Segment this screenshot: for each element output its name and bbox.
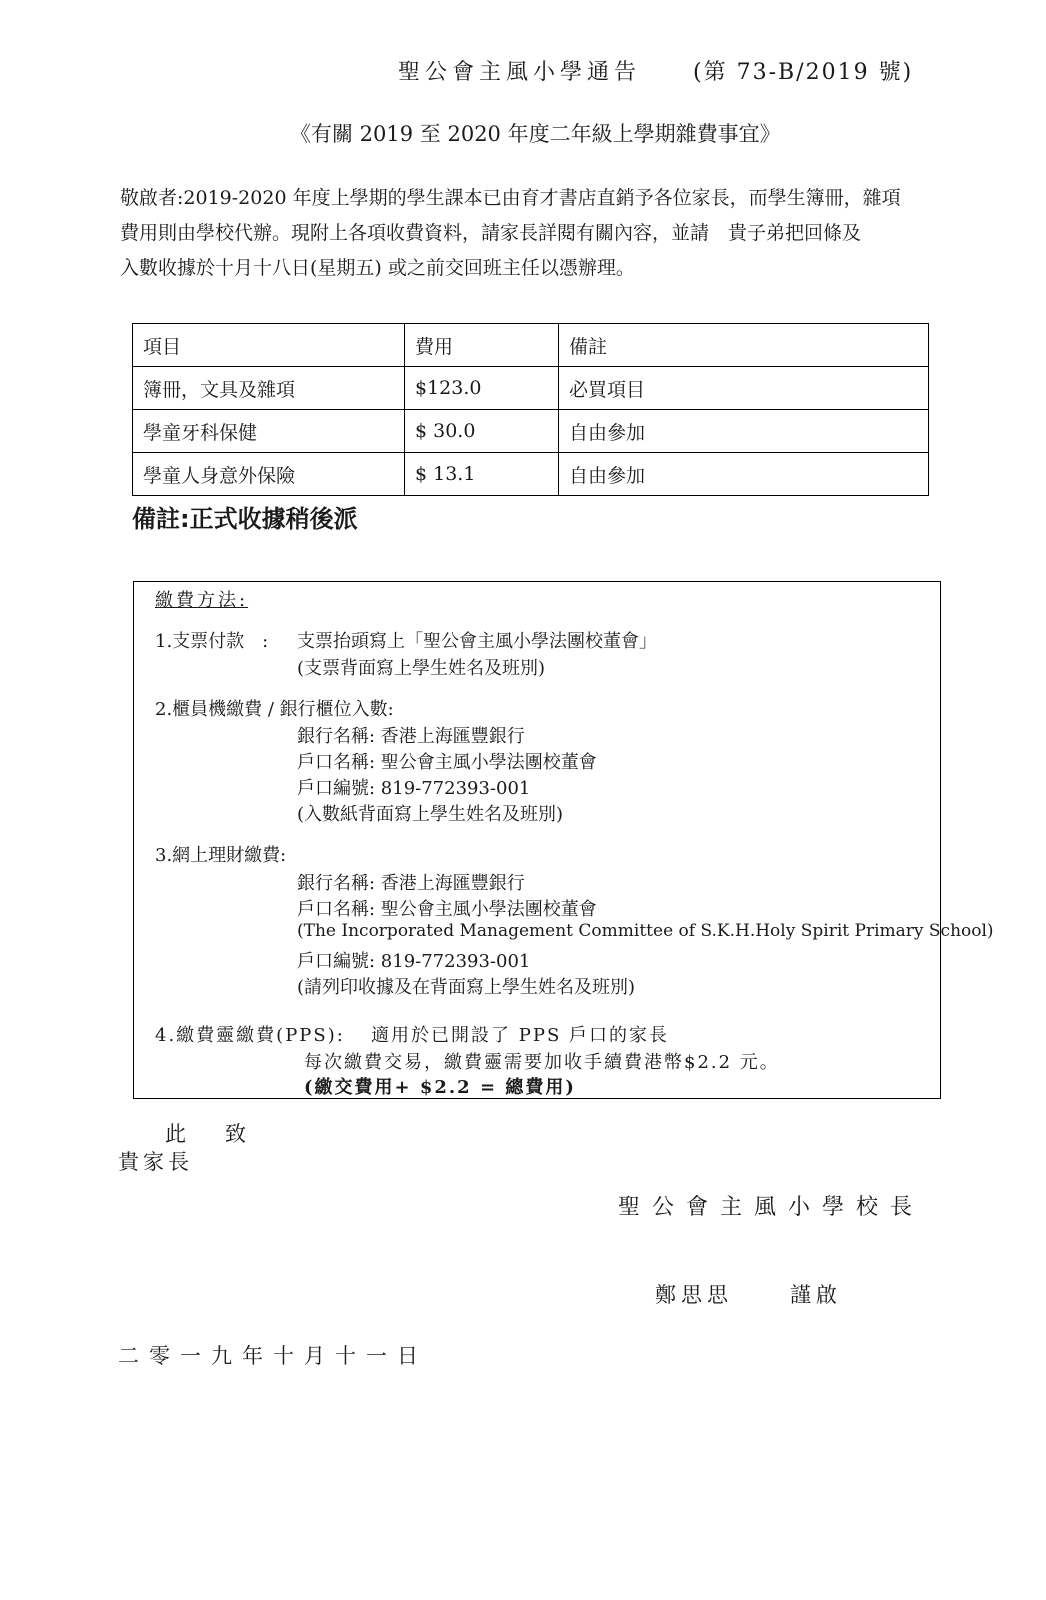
intro-line: 費用則由學校代辦。現附上各項收費資料，請家長詳閱有關內容，並請 貴子弟把回條及 <box>120 222 862 244</box>
intro-paragraph <box>120 181 980 286</box>
online-method-label: 3.網上理財繳費: <box>155 845 287 866</box>
online-note: (請列印收據及在背面寫上學生姓名及班別) <box>297 977 636 998</box>
notice-title: 聖公會主風小學通告 <box>398 60 642 85</box>
online-account-number: 戶口編號: 819-772393-001 <box>297 951 531 972</box>
payment-methods-title: 繳費方法: <box>155 590 249 611</box>
principal-title: 聖公會主風小學校長 <box>618 1195 925 1220</box>
table-row <box>133 453 929 496</box>
cell-item: 學童人身意外保險 <box>133 453 405 496</box>
atm-account-name: 戶口名稱: 聖公會主風小學法團校董會 <box>297 752 597 773</box>
online-bank-name: 銀行名稱: 香港上海匯豐銀行 <box>297 873 525 894</box>
intro-line: 敬啟者:2019-2020 年度上學期的學生課本已由育才書店直銷予各位家長，而學生簿冊，雜項 <box>120 187 901 209</box>
pps-total-formula: (繳交費用+ $2.2 = 總費用) <box>304 1077 576 1098</box>
notice-reference-number: (第 73-B/2019 號) <box>693 60 914 85</box>
cheque-detail-line: (支票背面寫上學生姓名及班別) <box>297 658 546 679</box>
notice-header <box>398 55 913 86</box>
table-row <box>133 367 929 410</box>
atm-note: (入數紙背面寫上學生姓名及班別) <box>297 804 564 825</box>
cell-fee: $ 13.1 <box>405 453 559 496</box>
atm-account-number: 戶口編號: 819-772393-001 <box>297 778 531 799</box>
pps-method-label: 4.繳費靈繳費(PPS): <box>155 1025 345 1046</box>
cell-fee: $ 30.0 <box>405 410 559 453</box>
fee-table-header-row <box>133 324 929 367</box>
atm-bank-name: 銀行名稱: 香港上海匯豐銀行 <box>297 726 525 747</box>
closing-ci: 此 <box>165 1122 194 1146</box>
cell-remark: 自由參加 <box>559 410 929 453</box>
atm-method-label: 2.櫃員機繳費 / 銀行櫃位入數: <box>155 699 394 720</box>
cell-item: 學童牙科保健 <box>133 410 405 453</box>
cell-fee: $123.0 <box>405 367 559 410</box>
payment-methods-box <box>133 581 994 1099</box>
online-account-name-english: (The Incorporated Management Committee of S.K.H.Holy Spirit Primary School) <box>297 921 994 941</box>
column-header-remark: 備註 <box>559 324 929 367</box>
table-row <box>133 410 929 453</box>
intro-line: 入數收據於十月十八日(星期五) 或之前交回班主任以憑辦理。 <box>120 257 635 279</box>
signatory-name: 鄭思思 <box>655 1283 733 1307</box>
cell-remark: 必買項目 <box>559 367 929 410</box>
cell-item: 簿冊，文具及雜項 <box>133 367 405 410</box>
pps-detail-line: 適用於已開設了 PPS 戶口的家長 <box>371 1025 669 1046</box>
closing-zhi: 致 <box>225 1122 254 1146</box>
online-account-name: 戶口名稱: 聖公會主風小學法團校董會 <box>297 899 597 920</box>
column-header-fee: 費用 <box>405 324 559 367</box>
notice-subject: 《有關 2019 至 2020 年度二年級上學期雜費事宜》 <box>290 122 781 146</box>
recipient: 貴家長 <box>118 1150 193 1174</box>
column-header-item: 項目 <box>133 324 405 367</box>
receipt-remark: 備註:正式收據稍後派 <box>132 505 358 533</box>
cheque-method-label: 1.支票付款 : <box>155 631 269 652</box>
notice-date: 二零一九年十月十一日 <box>118 1344 428 1368</box>
fee-table <box>132 323 929 496</box>
cell-remark: 自由參加 <box>559 453 929 496</box>
pps-fee-line: 每次繳費交易，繳費靈需要加收手續費港幣$2.2 元。 <box>304 1052 780 1073</box>
signatory-sign-off: 謹啟 <box>790 1283 842 1307</box>
cheque-detail-line: 支票抬頭寫上「聖公會主風小學法團校董會」 <box>297 631 657 652</box>
